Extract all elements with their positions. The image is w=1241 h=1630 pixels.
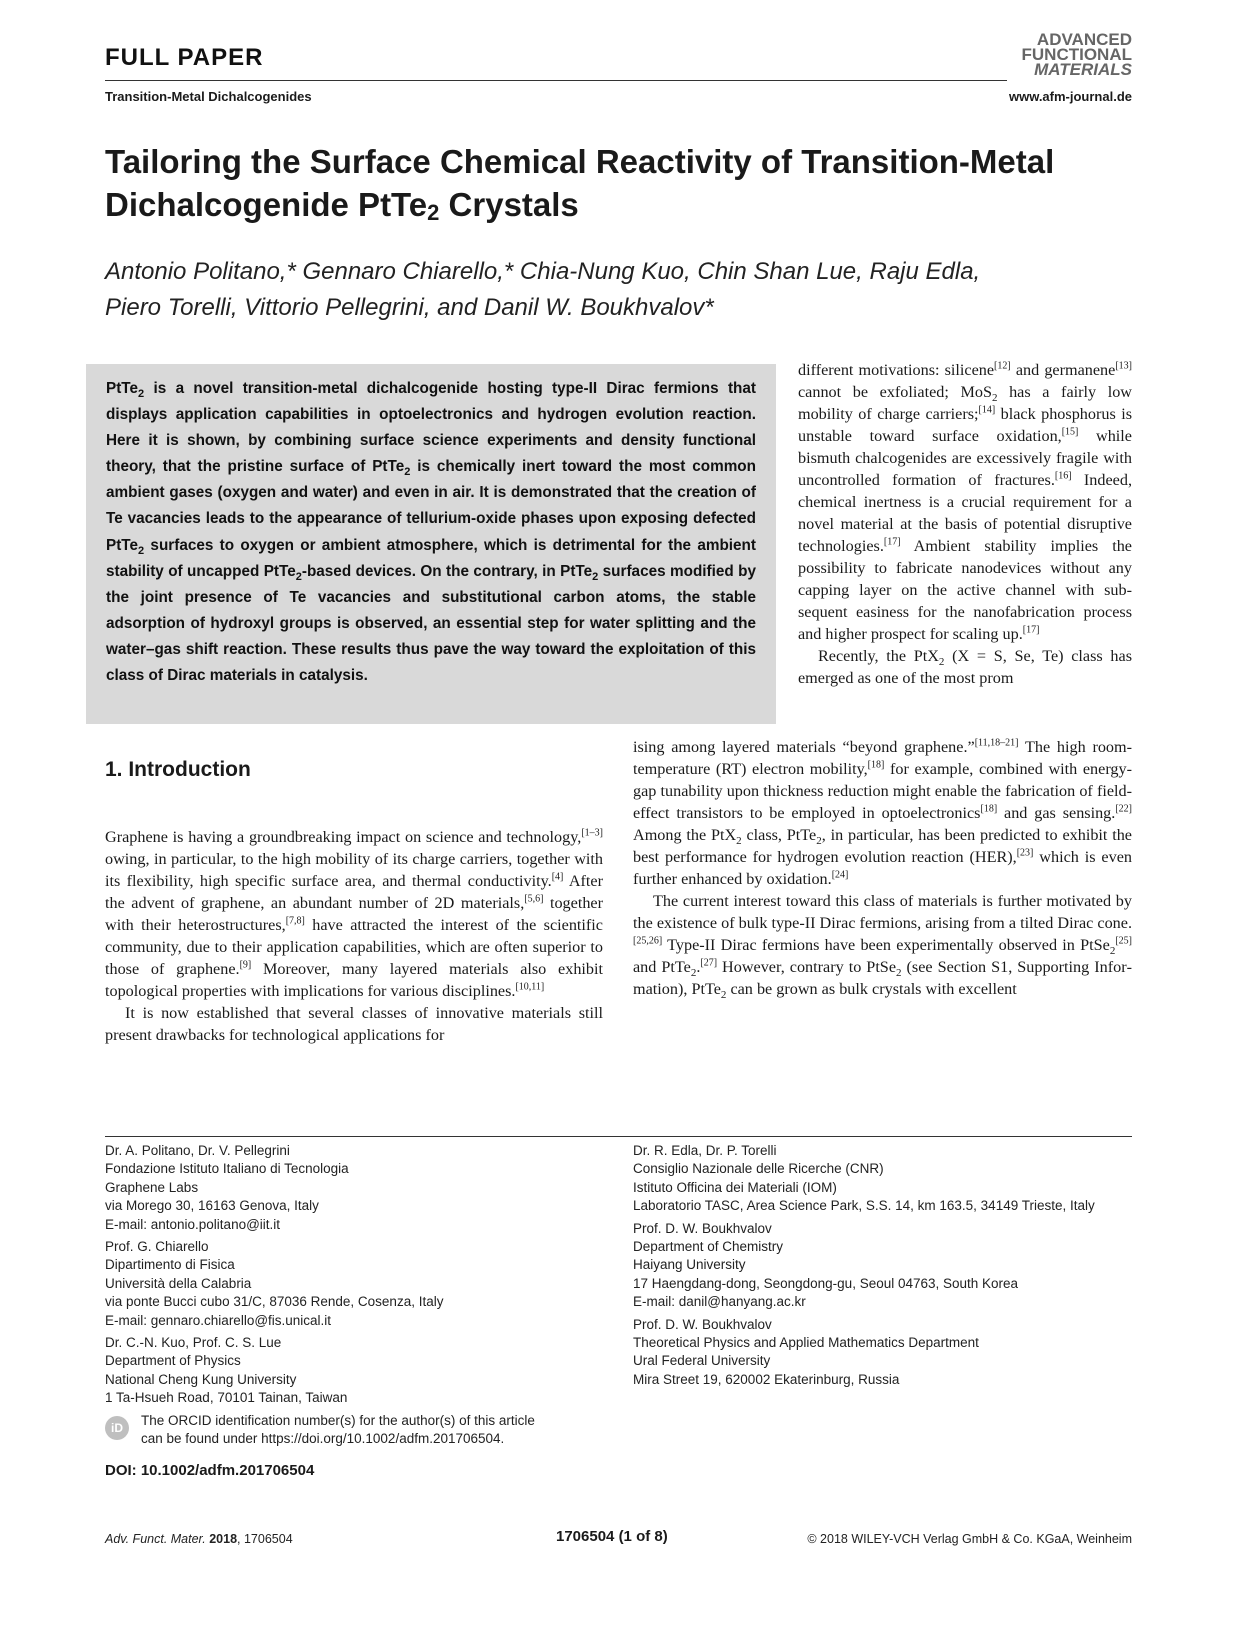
affiliation-line: Laboratorio TASC, Area Science Park, S.S. 14, km 163.5, 34149 Trieste, Italy (633, 1198, 1095, 1214)
affiliation-email[interactable]: E-mail: gennaro.chiarello@fis.unical.it (105, 1312, 332, 1328)
affiliation-line: Prof. D. W. Boukhvalov (633, 1220, 772, 1236)
footer-copyright: © 2018 WILEY-VCH Verlag GmbH & Co. KGaA, Weinheim (807, 1532, 1132, 1546)
section-heading-introduction: 1. Introduction (105, 758, 251, 781)
affiliation-line: Consiglio Nazionale delle Ricerche (CNR) (633, 1161, 884, 1177)
orcid-line-2[interactable]: can be found under https://doi.org/10.1002/adfm.201706504. (141, 1431, 505, 1447)
affiliation-line: Dr. A. Politano, Dr. V. Pellegrini (105, 1143, 290, 1158)
affiliation-line: Haiyang University (633, 1257, 746, 1273)
affiliation-line: National Cheng Kung University (105, 1371, 297, 1387)
author-line-2: Piero Torelli, Vittorio Pellegrini, and Danil W. Boukhvalov* (105, 294, 714, 321)
paper-type-label: FULL PAPER (105, 44, 264, 71)
affiliation-line: 17 Haengdang-dong, Seongdong-gu, Seoul 04763, South Korea (633, 1275, 1019, 1291)
affiliation-line: Dr. C.-N. Kuo, Prof. C. S. Lue (105, 1335, 282, 1351)
body-paragraph-graphene: Graphene is having a groundbreaking impact on science and technology,[1–3] owing, in particular, to the high mobility of its charge carriers, together with its flexibility, high specific surface area, and thermal conductivity.[4] After the advent of graphene, an abundant number of 2D materials,[5,6] together with their heterostructures,[7,8] have attracted the interest of the scientific community, due to their application capabilities, which are often superior to those of graphene.[9] Moreover, many layered materials also exhibit topological properties with implications for various disciplines.[10,11] (105, 827, 603, 1000)
body-paragraph-motivations: different motivations: silicene[12] and germanene[13] cannot be exfoliated; MoS$_2$ has a fairly low mobility of charge carriers;[14] black phosphorus is unstable toward surface oxidation,[15] while bismuth chalcogenides are excessively fragile with uncontrolled formation of fractures.[16] Indeed, chemical inertness is a crucial requirement for a novel material at the basis of potential disruptive technologies.[17] Ambient stability implies the possibility to fabricate nanodevices without any capping layer on the active channel with subsequent easiness for the nanofabrication process and higher prospect for scaling up.[17] (798, 360, 1132, 643)
journal-logo (992, 32, 1132, 77)
body-paragraph-drawbacks: It is now established that several classes of innovative materials still present drawbacks for technological applications for (105, 1004, 603, 1044)
logo-line-2: FUNCTIONAL (1021, 45, 1132, 64)
affiliation-line: Graphene Labs (105, 1179, 199, 1195)
abstract-text: PtTe$_2$ is a novel transition-metal dichalcogenide hosting type-II Dirac fermions that displays application capabilities in optoelectronics and hydrogen evolution reaction. Here it is shown, by combining surface science experiments and density functional theory, that the pristine surface of PtTe$_2$ is chemically inert toward the most common ambient gases (oxygen and water) and even in air. It is demonstrated that the creation of Te vacancies leads to the appearance of tellurium-oxide phases upon exposing defected PtTe$_2$ surfaces to oxygen or ambient atmosphere, which is detrimental for the ambient stability of uncapped PtTe$_2$-based devices. On the contrary, in PtTe$_2$ surfaces modified by the joint presence of Te vacancies and substitutional carbon atoms, the stable adsorption of hydroxyl groups is observed, an essential step for water splitting and the water–gas shift reaction. These results thus pave the way toward the exploitation of this class of Dirac materials in catalysis. (106, 380, 756, 685)
right-column-top (798, 359, 1132, 689)
affiliations-right (633, 1142, 1143, 1393)
affiliation-line: Fondazione Istituto Italiano di Tecnologia (105, 1161, 349, 1177)
orcid-icon: iD (105, 1416, 129, 1440)
affiliation-block (633, 1316, 1143, 1390)
affiliation-line: Dipartimento di Fisica (105, 1257, 235, 1273)
affiliation-line: Dr. R. Edla, Dr. P. Torelli (633, 1143, 777, 1158)
affiliation-line: Department of Physics (105, 1353, 241, 1369)
affiliation-line: Department of Chemistry (633, 1239, 784, 1255)
section-label: Transition-Metal Dichalcogenides (105, 89, 312, 104)
affiliation-line: via ponte Bucci cubo 31/C, 87036 Rende, Cosenza, Italy (105, 1294, 444, 1310)
doi-label[interactable]: DOI: 10.1002/adfm.201706504 (105, 1462, 315, 1479)
affiliation-block (633, 1142, 1143, 1216)
journal-url-link[interactable]: www.afm-journal.de (1008, 89, 1132, 104)
affiliation-block (105, 1334, 605, 1408)
affiliation-block (105, 1142, 605, 1234)
affiliation-line: Prof. G. Chiarello (105, 1239, 209, 1255)
affiliation-line: Ural Federal University (633, 1353, 771, 1369)
logo-line-3: MATERIALS (1034, 60, 1132, 79)
orcid-line-1: The ORCID identification number(s) for the author(s) of this article (141, 1413, 535, 1428)
affiliation-line: Mira Street 19, 620002 Ekaterinburg, Russia (633, 1371, 900, 1387)
left-column (105, 826, 603, 1046)
footer-journal-citation: Adv. Funct. Mater. 2018, 1706504 (105, 1532, 293, 1546)
affiliation-email[interactable]: E-mail: antonio.politano@iit.it (105, 1216, 281, 1232)
affiliation-line: Prof. D. W. Boukhvalov (633, 1316, 772, 1332)
footer-page-number: 1706504 (1 of 8) (556, 1528, 668, 1545)
author-line-1: Antonio Politano,* Gennaro Chiarello,* Chia-Nung Kuo, Chin Shan Lue, Raju Edla, (105, 258, 981, 285)
affiliations-left (105, 1142, 605, 1412)
body-paragraph-beyond-graphene: ising among layered materials “beyond graphene.”[11,18–21] The high room-temperature (RT) electron mobility,[18] for example, combined with energy-gap tunability upon thickness reduction might enable the fabrication of field-effect transistors to be employed in optoelectronics[18] and gas sensing.[22] Among the PtX$_2$ class, PtTe$_2$, in particular, has been predicted to exhibit the best performance for hydrogen evolution reaction (HER),[23] which is even further enhanced by oxidation.[24] (633, 737, 1132, 888)
body-paragraph-ptx2-intro: Recently, the PtX$_2$ (X = S, Se, Te) class has emerged as one of the most prom (798, 647, 1132, 687)
affiliation-line: Istituto Officina dei Materiali (IOM) (633, 1179, 837, 1195)
author-list (105, 254, 1145, 326)
article-title: Tailoring the Surface Chemical Reactivity of Transition-Metal Dichalcogenide PtTe$_2$ Crystals (105, 143, 1055, 225)
affiliation-line: Theoretical Physics and Applied Mathematics Department (633, 1335, 979, 1351)
header-rule (105, 80, 1007, 81)
body-paragraph-dirac-fermions: The current interest toward this class of materials is further motivated by the existence of bulk type-II Dirac fermions, arising from a tilted Dirac cone.[25,26] Type-II Dirac fermions have been experimentally observed in PtSe$_2$[25] and PtTe$_2$.[27] However, contrary to PtSe$_2$ (see Section S1, Supporting Information), PtTe$_2$ can be grown as bulk crystals with excellent (633, 892, 1132, 1002)
affiliation-line: Università della Calabria (105, 1275, 252, 1291)
affiliation-block (105, 1238, 605, 1330)
affiliation-email[interactable]: E-mail: danil@hanyang.ac.kr (633, 1294, 806, 1310)
orcid-note (105, 1412, 605, 1449)
logo-line-1: ADVANCED (1036, 30, 1132, 49)
right-column (633, 736, 1132, 1000)
affiliation-line: via Morego 30, 16163 Genova, Italy (105, 1198, 319, 1214)
affiliation-block (633, 1220, 1143, 1312)
affiliation-line: 1 Ta-Hsueh Road, 70101 Tainan, Taiwan (105, 1390, 348, 1406)
affiliations-rule (105, 1136, 1132, 1137)
